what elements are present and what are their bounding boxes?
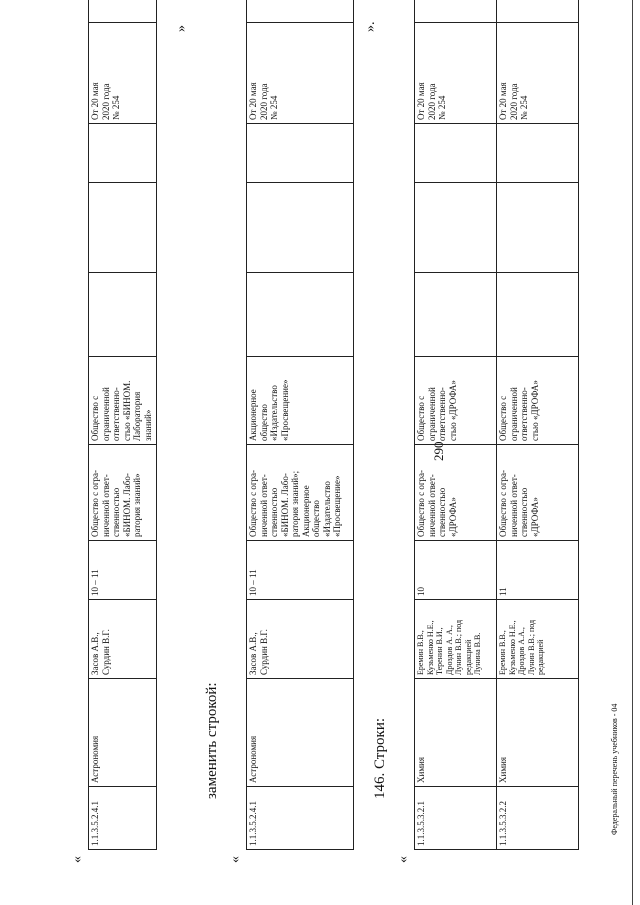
- close-quote-1: »: [174, 25, 189, 32]
- cell-authors: Еремин В.В., Кузьменко Н.Е., Дроздов А.А., Лунин В.В.; под редакцией: [497, 600, 579, 679]
- footer-text: Федеральный перечень учебников - 04: [610, 703, 619, 835]
- cell-empty: [247, 273, 354, 357]
- cell-empty: [415, 124, 497, 183]
- cell-empty: [415, 183, 497, 273]
- cell-publisher: Общество с огра- ниченной ответ- ственностью «ДРОФА»: [497, 445, 579, 541]
- cell-empty: [247, 0, 354, 23]
- cell-order-date: От 20 мая 2020 года № 254: [415, 23, 497, 124]
- table-replacement-row: [246, 0, 354, 850]
- cell-publisher: Общество с огра- ниченной ответ- ственностью «БИНОМ. Лабо- ратория знаний»; Акционерное общество «Издательство «Просвещение»: [247, 445, 354, 541]
- cell-rights-holder: Общество с ограниченной ответственно- стью «БИНОМ. Лаборатория знаний»: [89, 357, 157, 445]
- cell-code: 1.1.3.5.2.4.1: [247, 787, 354, 850]
- cell-grade: 11: [497, 541, 579, 600]
- open-quote-3: «: [396, 856, 411, 863]
- cell-grade: 10 – 11: [89, 541, 157, 600]
- cell-empty: [89, 183, 157, 273]
- cell-order-date: От 20 мая 2020 года № 254: [497, 23, 579, 124]
- cell-subject: Химия: [497, 679, 579, 787]
- open-quote-2: «: [228, 856, 243, 863]
- cell-empty: [89, 0, 157, 23]
- cell-empty: [497, 273, 579, 357]
- cell-code: 1.1.3.5.3.2.1: [415, 787, 497, 850]
- cell-rights-holder: Общество с ограниченной ответственно- стью «ДРОФА»: [497, 357, 579, 445]
- table-row: [497, 0, 579, 850]
- cell-subject: Химия: [415, 679, 497, 787]
- table-row: [89, 0, 157, 850]
- cell-publisher: Общество с огра- ниченной ответ- ственностью «БИНОМ. Лабо- ратория знаний»: [89, 445, 157, 541]
- cell-rights-holder: Общество с ограниченной ответственно- стью «ДРОФА»: [415, 357, 497, 445]
- cell-empty: [247, 124, 354, 183]
- cell-grade: 10: [415, 541, 497, 600]
- cell-authors: Засов А.В., Сурдин В.Г.: [89, 600, 157, 679]
- scan-edge-line: [632, 0, 633, 905]
- cell-empty: [89, 124, 157, 183]
- cell-publisher: Общество с огра- ниченной ответ- ственностью «ДРОФА»: [415, 445, 497, 541]
- cell-empty: [497, 183, 579, 273]
- cell-empty: [415, 273, 497, 357]
- cell-order-date: От 20 мая 2020 года № 254: [247, 23, 354, 124]
- cell-empty: [497, 0, 579, 23]
- cell-subject: Астрономия: [247, 679, 354, 787]
- cell-empty: [497, 124, 579, 183]
- cell-authors: Засов А.В., Сурдин В.Г.: [247, 600, 354, 679]
- cell-order-date: От 20 мая 2020 года № 254: [89, 23, 157, 124]
- table-row: [247, 0, 354, 850]
- cell-code: 1.1.3.5.2.4.1: [89, 787, 157, 850]
- cell-authors: Еремин В.В., Кузьменко Н.Е., Теренин В.И., Дроздов А. А., Лунин В.В.; под редакцией Лунина В.В.: [415, 600, 497, 679]
- close-quote-2: ».: [363, 21, 378, 32]
- heading-146: 146. Строки:: [372, 717, 388, 799]
- cell-subject: Астрономия: [89, 679, 157, 787]
- cell-empty: [247, 183, 354, 273]
- table-original-row: [88, 0, 157, 850]
- table-row: [415, 0, 497, 850]
- table-chemistry-rows: [414, 0, 579, 850]
- cell-empty: [415, 0, 497, 23]
- open-quote-1: «: [70, 856, 85, 863]
- cell-rights-holder: Акционерное общество «Издательство «Просвещение»: [247, 357, 354, 445]
- cell-empty: [89, 273, 157, 357]
- heading-replace: заменить строкой:: [204, 682, 220, 799]
- cell-grade: 10 – 11: [247, 541, 354, 600]
- cell-code: 1.1.3.5.3.2.2: [497, 787, 579, 850]
- page-number: 290: [431, 441, 446, 461]
